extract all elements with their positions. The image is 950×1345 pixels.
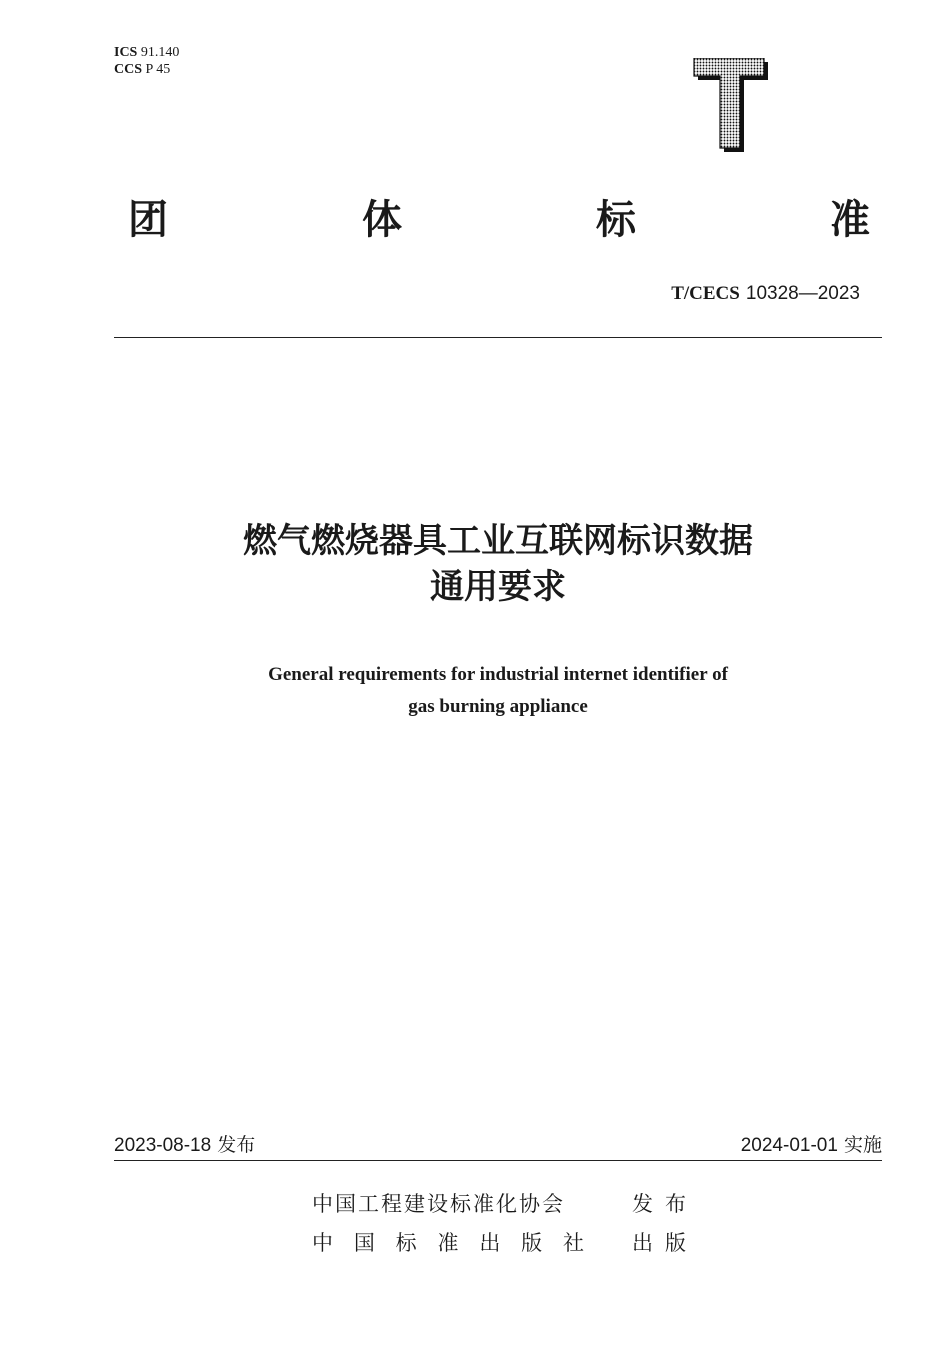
press-name-char: 中 bbox=[312, 1231, 333, 1255]
bottom-divider bbox=[114, 1160, 882, 1161]
logo-letter-face bbox=[694, 58, 764, 148]
issue-date-label: 发布 bbox=[217, 1134, 256, 1156]
ics-label: ICS bbox=[114, 45, 138, 60]
standard-type-char: 标 bbox=[596, 197, 636, 243]
press-name-char: 标 bbox=[395, 1231, 417, 1255]
ccs-code bbox=[114, 61, 179, 78]
classification-codes bbox=[114, 44, 179, 78]
chinese-title bbox=[0, 518, 950, 610]
standard-number-prefix: T/CECS bbox=[671, 283, 740, 304]
standard-type-heading bbox=[128, 188, 870, 248]
t-standard-logo bbox=[690, 58, 770, 154]
press-name-char: 出 bbox=[479, 1231, 501, 1255]
english-title bbox=[0, 659, 950, 723]
chinese-title-line-1: 燃气燃烧器具工业互联网标识数据 bbox=[243, 521, 753, 561]
ccs-value: P 45 bbox=[145, 62, 171, 77]
press-name-char: 版 bbox=[521, 1231, 543, 1255]
standard-type-char: 准 bbox=[830, 197, 870, 243]
implementation-date-label: 实施 bbox=[843, 1134, 882, 1156]
ics-value: 91.140 bbox=[140, 45, 180, 60]
press-name-char: 准 bbox=[437, 1231, 459, 1255]
press-name-char: 国 bbox=[353, 1231, 375, 1255]
implementation-date bbox=[741, 1130, 882, 1157]
ccs-label: CCS bbox=[114, 62, 143, 77]
publisher-organization: 中国工程建设标准化协会 bbox=[312, 1192, 565, 1216]
standard-number-value: 10328—2023 bbox=[745, 283, 860, 304]
publisher-role: 发布 bbox=[632, 1192, 698, 1216]
ics-code bbox=[114, 44, 179, 61]
press-role: 出版 bbox=[632, 1231, 698, 1255]
english-title-line-1: General requirements for industrial internet identifier of bbox=[268, 664, 728, 685]
issue-date-value: 2023-08-18 bbox=[114, 1135, 212, 1156]
press-name-char: 社 bbox=[562, 1231, 584, 1255]
press-organization bbox=[312, 1227, 584, 1257]
issue-date bbox=[114, 1130, 255, 1157]
english-title-line-2: gas burning appliance bbox=[408, 696, 588, 717]
top-divider bbox=[114, 337, 882, 338]
standard-type-char: 团 bbox=[128, 197, 168, 243]
standard-type-char: 体 bbox=[362, 197, 402, 243]
chinese-title-line-2: 通用要求 bbox=[430, 567, 566, 607]
logo-letter-text: T bbox=[690, 58, 691, 59]
implementation-date-value: 2024-01-01 bbox=[740, 1135, 838, 1156]
standard-number bbox=[671, 282, 860, 305]
